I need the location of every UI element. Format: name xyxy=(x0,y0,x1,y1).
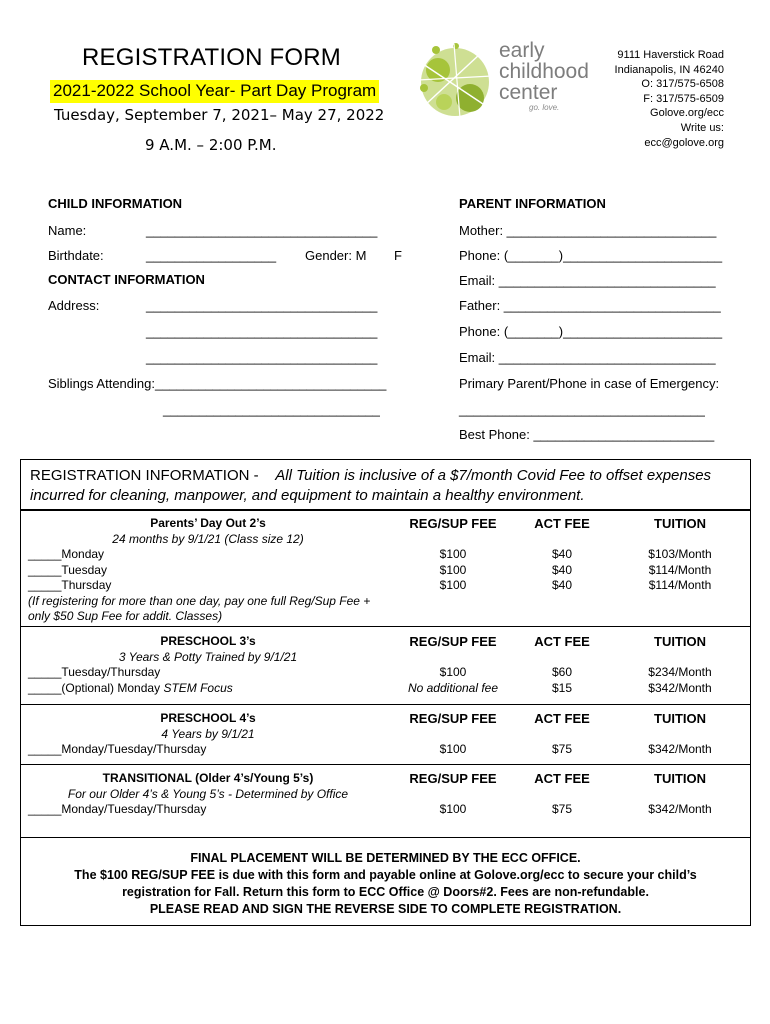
program-subtitle: 2021-2022 School Year- Part Day Program xyxy=(50,80,379,103)
fax-number: F: 317/575-6509 xyxy=(643,92,724,105)
city-address: Indianapolis, IN 46240 xyxy=(614,63,724,76)
act-fee-cell xyxy=(512,742,612,758)
fee-notice-2: registration for Fall. Return this form to ECC Office @ Doors#2. Fees are non-refundable. xyxy=(122,885,649,899)
logo-line-early: early xyxy=(499,39,545,62)
col-tuition-header: TUITION xyxy=(654,711,706,726)
sign-reverse-notice: PLEASE READ AND SIGN THE REVERSE SIDE TO COMPLETE REGISTRATION. xyxy=(149,902,622,916)
program-dates: Tuesday, September 7, 2021– May 27, 2022 xyxy=(54,106,385,124)
divider xyxy=(20,764,751,765)
tuition-cell xyxy=(630,802,730,818)
program-transitional xyxy=(28,771,388,818)
registration-footer xyxy=(20,850,751,918)
col-tuition-header: TUITION xyxy=(654,634,706,649)
best-phone-field[interactable]: Best Phone: _________________________ xyxy=(459,427,715,442)
option-thursday[interactable]: _____Thursday xyxy=(28,578,112,592)
divider xyxy=(20,626,751,627)
reg-fee-cell xyxy=(400,547,506,594)
ecc-logo-icon xyxy=(414,40,496,120)
father-field[interactable]: Father: ______________________________ xyxy=(459,298,721,313)
reg-fee: $100 xyxy=(439,578,467,592)
birthdate-field[interactable]: __________________ xyxy=(146,248,277,263)
program-name: PRESCHOOL 4’s xyxy=(160,711,256,725)
col-reg-header: REG/SUP FEE xyxy=(409,634,497,649)
reg-fee: $100 xyxy=(439,562,467,577)
tuition: $103/Month xyxy=(648,547,712,561)
option-tuesday[interactable]: _____Tuesday xyxy=(28,562,107,577)
col-reg-header: REG/SUP FEE xyxy=(409,711,497,726)
gender-male-option[interactable]: Gender: M xyxy=(305,248,367,263)
write-us-label: Write us: xyxy=(680,121,724,134)
col-reg-header: REG/SUP FEE xyxy=(409,771,497,786)
program-name: Parents’ Day Out 2’s xyxy=(150,516,266,530)
divider xyxy=(20,704,751,705)
reg-fee-cell xyxy=(400,802,506,818)
address-field-2[interactable]: ________________________________ xyxy=(146,324,378,339)
option-monday[interactable]: _____Monday xyxy=(28,547,105,561)
program-times: 9 A.M. – 2:00 P.M. xyxy=(145,136,277,154)
act-fee-cell xyxy=(512,802,612,818)
program-preschool-3 xyxy=(28,634,388,696)
reg-fee-cell xyxy=(400,665,506,696)
parent-info-heading: PARENT INFORMATION xyxy=(459,196,606,211)
tuition-cell xyxy=(630,742,730,758)
address-field-3[interactable]: ________________________________ xyxy=(146,350,378,365)
tuition: $114/Month xyxy=(648,578,712,592)
street-address: 9111 Haverstick Road xyxy=(617,49,724,61)
registration-note: All Tuition is inclusive of a $7/month Covid Fee to offset expenses incurred for cleaning, manpower, and equipment to maintain a healthy environment. xyxy=(30,467,712,504)
act-fee: $40 xyxy=(551,562,573,577)
program-name: PRESCHOOL 3’s xyxy=(160,634,256,648)
tuition: $342/Month xyxy=(648,742,712,756)
col-reg-header: REG/SUP FEE xyxy=(409,516,497,531)
address-label: Address: xyxy=(48,298,100,313)
reg-fee: No additional fee xyxy=(407,680,499,695)
program-name: TRANSITIONAL (Older 4’s/Young 5’s) xyxy=(102,771,314,785)
divider xyxy=(20,509,751,511)
tuition: $114/Month xyxy=(648,562,712,577)
program-requirement: 3 Years & Potty Trained by 9/1/21 xyxy=(118,649,298,664)
mother-field[interactable]: Mother: _____________________________ xyxy=(459,223,717,238)
option-label: _____(Optional) Monday xyxy=(28,680,161,695)
option-tue-thu[interactable]: _____Tuesday/Thursday xyxy=(28,665,161,679)
act-fee: $75 xyxy=(551,742,573,756)
act-fee: $40 xyxy=(551,547,573,561)
act-fee: $60 xyxy=(551,665,573,679)
col-act-header: ACT FEE xyxy=(534,711,590,726)
option-mon-tue-thu[interactable]: _____Monday/Tuesday/Thursday xyxy=(28,802,207,816)
father-phone-field[interactable]: Phone: (_______)______________________ xyxy=(459,324,723,339)
placement-notice: FINAL PLACEMENT WILL BE DETERMINED BY THE ECC OFFICE. xyxy=(190,851,581,865)
option-mon-tue-thu[interactable]: _____Monday/Tuesday/Thursday xyxy=(28,742,207,756)
reg-fee: $100 xyxy=(439,802,467,816)
mother-email-field[interactable]: Email: ______________________________ xyxy=(459,273,716,288)
siblings-field[interactable]: Siblings Attending:________________________________ xyxy=(48,376,387,391)
col-tuition-header: TUITION xyxy=(654,771,706,786)
tuition: $342/Month xyxy=(648,680,712,695)
tuition-cell xyxy=(630,665,730,696)
act-fee-cell xyxy=(512,665,612,696)
act-fee: $75 xyxy=(551,802,573,816)
act-fee-cell xyxy=(512,547,612,594)
divider xyxy=(20,837,751,838)
mother-phone-field[interactable]: Phone: (_______)______________________ xyxy=(459,248,723,263)
child-name-label: Name: xyxy=(48,223,87,238)
birthdate-label: Birthdate: xyxy=(48,248,104,263)
child-name-field[interactable]: ________________________________ xyxy=(146,223,378,238)
emergency-field[interactable]: __________________________________ xyxy=(459,402,705,417)
option-monday-stem[interactable] xyxy=(28,681,388,697)
father-email-field[interactable]: Email: ______________________________ xyxy=(459,350,716,365)
email-link[interactable]: ecc@golove.org xyxy=(644,136,724,149)
registration-heading xyxy=(30,466,730,506)
stem-focus-label: STEM Focus xyxy=(163,680,233,695)
logo-line-center: center xyxy=(499,81,558,104)
logo-line-childhood: childhood xyxy=(499,60,589,83)
siblings-field-2[interactable]: ______________________________ xyxy=(163,402,380,417)
gender-female-option[interactable]: F xyxy=(394,248,402,263)
website-link[interactable]: Golove.org/ecc xyxy=(650,107,724,120)
contact-block xyxy=(615,48,724,150)
emergency-label: Primary Parent/Phone in case of Emergency: xyxy=(459,376,720,391)
tuition: $342/Month xyxy=(648,802,712,816)
logo-wordmark xyxy=(499,40,589,103)
program-requirement: For our Older 4’s & Young 5’s - Determined by Office xyxy=(67,786,349,801)
form-title: REGISTRATION FORM xyxy=(82,44,341,71)
act-fee: $15 xyxy=(551,680,573,695)
program-pdo xyxy=(28,516,388,625)
col-tuition-header: TUITION xyxy=(654,516,706,531)
program-requirement: 24 months by 9/1/21 (Class size 12) xyxy=(112,531,304,546)
child-info-heading: CHILD INFORMATION xyxy=(48,196,183,211)
reg-fee-cell xyxy=(400,742,506,758)
reg-fee: $100 xyxy=(439,547,467,561)
logo-tagline: go. love. xyxy=(529,103,560,112)
registration-title: REGISTRATION INFORMATION - xyxy=(30,467,259,484)
office-phone: O: 317/575-6508 xyxy=(641,78,724,91)
reg-fee: $100 xyxy=(439,742,467,756)
act-fee: $40 xyxy=(551,578,573,592)
contact-info-heading: CONTACT INFORMATION xyxy=(48,272,205,287)
fee-notice-1: The $100 REG/SUP FEE is due with this form and payable online at Golove.org/ecc to secure your child’s xyxy=(74,868,697,882)
program-requirement: 4 Years by 9/1/21 xyxy=(161,726,255,741)
program-note: (If registering for more than one day, pay one full Reg/Sup Fee + only $50 Sup Fee for addit. Classes) xyxy=(28,593,371,623)
tuition-cell xyxy=(630,547,730,594)
col-act-header: ACT FEE xyxy=(534,771,590,786)
tuition: $234/Month xyxy=(648,665,712,679)
reg-fee: $100 xyxy=(439,665,467,679)
program-preschool-4 xyxy=(28,711,388,758)
col-act-header: ACT FEE xyxy=(534,634,590,649)
address-field-1[interactable]: ________________________________ xyxy=(146,298,378,313)
col-act-header: ACT FEE xyxy=(534,516,590,531)
